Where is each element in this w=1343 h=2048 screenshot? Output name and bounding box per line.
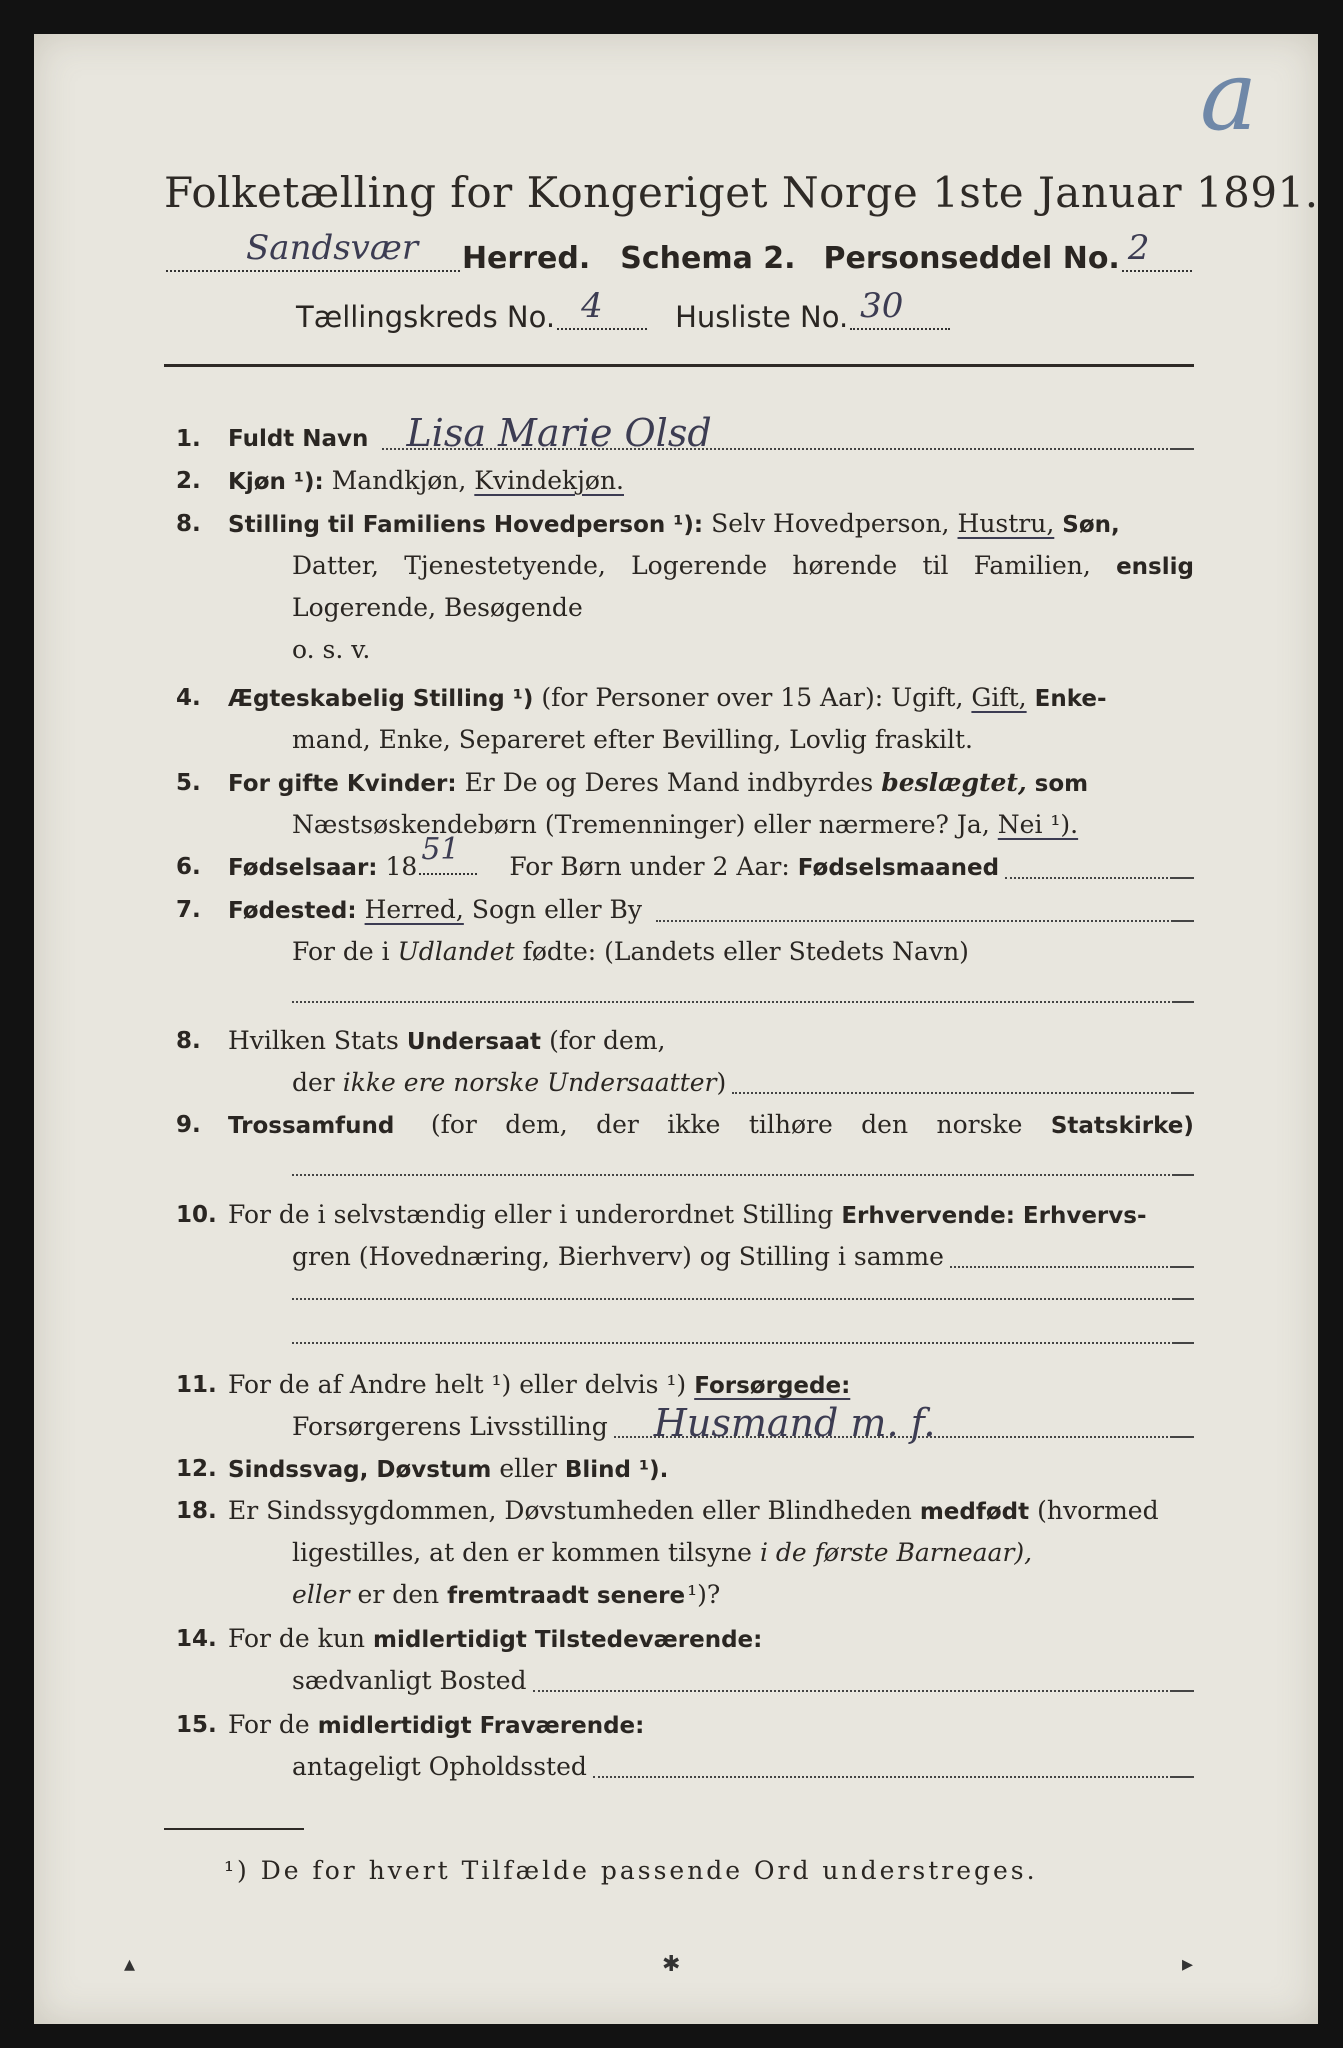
q2-option-female: Kvindekjøn. bbox=[474, 466, 624, 495]
q9-answer-line bbox=[292, 1174, 1194, 1176]
q12-text: eller bbox=[499, 1454, 557, 1483]
q8-label: Hvilken Stats bbox=[228, 1026, 399, 1055]
q9-word: tilhøre bbox=[748, 1110, 833, 1139]
q7-line-2a: For de i bbox=[292, 937, 390, 966]
q3-word: Tjenestetyende, bbox=[404, 551, 606, 580]
print-mark-right: ▸ bbox=[1182, 1952, 1194, 1977]
item-number: 18. bbox=[176, 1498, 217, 1524]
herred-line bbox=[164, 228, 1194, 276]
q11-line-2: Forsørgerens Livsstilling bbox=[292, 1412, 608, 1441]
q2-label: Kjøn ¹): bbox=[228, 469, 324, 495]
q9-word: dem, bbox=[505, 1110, 568, 1139]
q4-line-2: mand, Enke, Separeret efter Bevilling, Lovlig fraskilt. bbox=[292, 725, 973, 754]
item-number: 9. bbox=[176, 1112, 201, 1138]
q4-text: (for Personer over 15 Aar): Ugift, bbox=[541, 683, 964, 712]
q13-line-2a: ligestilles, at den er kommen tilsyne bbox=[292, 1538, 752, 1567]
q10-answer-line bbox=[950, 1266, 1192, 1268]
form-title: Folketælling for Kongeriget Norge 1ste Januar 1891. bbox=[164, 168, 1319, 217]
q3-line-3: Logerende, Besøgende bbox=[292, 593, 583, 622]
q10-text: For de i selvstændig eller i underordnet Stilling bbox=[228, 1200, 834, 1229]
q6-year-field bbox=[419, 832, 477, 875]
q6-year-prefix: 18 bbox=[385, 852, 418, 881]
q11-answer-line bbox=[614, 1401, 1192, 1445]
herred-value: Sandsvær bbox=[246, 228, 419, 268]
item-number: 12. bbox=[176, 1456, 217, 1482]
q8-subject: Undersaat bbox=[406, 1029, 542, 1055]
q14-text: For de kun bbox=[228, 1624, 366, 1653]
q15-text: For de bbox=[228, 1710, 310, 1739]
q1-label: Fuldt Navn bbox=[228, 426, 369, 452]
q3-option-self: Selv Hovedperson, bbox=[711, 509, 950, 538]
q12-label: Sindssvag, Døvstum bbox=[228, 1457, 492, 1483]
q2-option-male: Mandkjøn, bbox=[331, 466, 467, 495]
kreds-label: Tællingskreds No. bbox=[296, 300, 556, 334]
husliste-field bbox=[850, 286, 950, 330]
herred-label: Herred. bbox=[461, 241, 591, 276]
item-number: 8. bbox=[176, 1028, 201, 1054]
q7-answer-line bbox=[656, 920, 1192, 922]
q7-text: Sogn eller By bbox=[471, 895, 643, 924]
q3-line-2 bbox=[292, 545, 1194, 588]
q9-word: den bbox=[861, 1110, 909, 1139]
q4-option-married: Gift, bbox=[971, 683, 1027, 712]
q7-option-herred: Herred, bbox=[364, 895, 464, 924]
q11-text: For de af Andre helt ¹) eller delvis ¹) bbox=[228, 1370, 687, 1399]
q3-word: til bbox=[922, 551, 949, 580]
corner-handwritten-mark: a bbox=[1200, 40, 1258, 152]
personseddel-field bbox=[1122, 228, 1192, 272]
q5-option-no: Nei ¹). bbox=[997, 810, 1079, 839]
item-number: 5. bbox=[176, 770, 201, 796]
footnote-rule bbox=[164, 1828, 304, 1830]
q9-word: Statskirke) bbox=[1050, 1113, 1194, 1139]
q13-or: eller bbox=[292, 1580, 350, 1609]
q7-label: Fødested: bbox=[228, 898, 357, 924]
q3-word: Logerende bbox=[631, 551, 768, 580]
item-number: 6. bbox=[176, 854, 201, 880]
q3-word: hørende bbox=[792, 551, 898, 580]
q14-answer-line bbox=[533, 1690, 1192, 1692]
q15-label: midlertidigt Fraværende: bbox=[317, 1713, 645, 1739]
kreds-field bbox=[557, 286, 647, 330]
q9-label: Trossamfund bbox=[228, 1113, 395, 1139]
item-number: 7. bbox=[176, 897, 201, 923]
kreds-line bbox=[296, 286, 1096, 334]
q3-word: enslig bbox=[1116, 554, 1194, 580]
q8-answer-line bbox=[732, 1092, 1192, 1094]
q8-text: (for dem, bbox=[549, 1026, 666, 1055]
q7-line-2b: fødte: (Landets eller Stedets Navn) bbox=[522, 937, 969, 966]
q10-line-2: gren (Hovednæring, Bierhverv) og Stilling i samme bbox=[292, 1242, 944, 1271]
q5-label: For gifte Kvinder: bbox=[228, 771, 457, 797]
q6-text: For Børn under 2 Aar: bbox=[509, 852, 790, 881]
q9-word: ikke bbox=[667, 1110, 721, 1139]
q3-word: Datter, bbox=[292, 551, 379, 580]
q6-year-value: 51 bbox=[421, 832, 460, 867]
q13-end: (hvormed bbox=[1037, 1496, 1159, 1525]
q1-answer-line bbox=[382, 411, 1192, 455]
q9-word: (for bbox=[430, 1110, 477, 1139]
q7-abroad: Udlandet bbox=[397, 937, 515, 966]
item-number: 15. bbox=[176, 1712, 217, 1738]
q15-answer-line bbox=[593, 1776, 1192, 1778]
q10-extra-line-1 bbox=[292, 1298, 1194, 1300]
q6-label: Fødselsaar: bbox=[228, 855, 378, 881]
q9-word: norske bbox=[936, 1110, 1023, 1139]
print-mark-center: ✱ bbox=[662, 1952, 681, 1977]
q6-month-line bbox=[1005, 877, 1192, 879]
q4-label: Ægteskabelig Stilling ¹) bbox=[228, 686, 534, 712]
q13-text: Er Sindssygdommen, Døvstumheden eller Blindheden bbox=[228, 1496, 912, 1525]
q4-option-widower: Enke- bbox=[1034, 686, 1107, 712]
q13-first-years: i de første Barneaar), bbox=[759, 1538, 1033, 1567]
q11-value: Husmand m. f. bbox=[653, 1401, 936, 1445]
herred-field bbox=[166, 228, 460, 272]
q13-later: fremtraadt senere bbox=[447, 1583, 686, 1609]
item-number: 14. bbox=[176, 1626, 217, 1652]
q11-supported-label: Forsørgede: bbox=[694, 1373, 851, 1399]
q14-label: midlertidigt Tilstedeværende: bbox=[373, 1627, 763, 1653]
q14-line-2: sædvanligt Bosted bbox=[292, 1666, 527, 1695]
q13-line-3a: er den bbox=[357, 1580, 440, 1609]
q15-line-2: antageligt Opholdssted bbox=[292, 1752, 587, 1781]
husliste-value: 30 bbox=[860, 286, 904, 326]
q13-congenital: medfødt bbox=[919, 1499, 1030, 1525]
item-number: 10. bbox=[176, 1202, 217, 1228]
personseddel-value: 2 bbox=[1127, 228, 1150, 268]
item-number: 2. bbox=[176, 468, 201, 494]
item-number: 8. bbox=[176, 511, 201, 537]
schema-label: Schema 2. bbox=[620, 241, 796, 276]
q10-extra-line-2 bbox=[292, 1342, 1194, 1344]
personseddel-label: Personseddel No. bbox=[823, 241, 1120, 276]
q9-word: der bbox=[596, 1110, 639, 1139]
q13-line-3c: ¹)? bbox=[687, 1580, 721, 1609]
q8-not-norwegian: ikke ere norske Undersaatter bbox=[342, 1068, 717, 1097]
q5-line-2: Næstsøskendebørn (Tremenninger) eller nærmere? Ja, bbox=[292, 810, 990, 839]
q10-occupation-label: Erhvervende: Erhvervs- bbox=[841, 1203, 1147, 1229]
q5-end: som bbox=[1034, 771, 1089, 797]
q12-blind: Blind ¹). bbox=[564, 1457, 669, 1483]
header-rule bbox=[164, 364, 1194, 367]
q3-option-wife: Hustru, bbox=[957, 509, 1055, 538]
item-number: 4. bbox=[176, 685, 201, 711]
q5-related: beslægtet, bbox=[881, 768, 1027, 797]
q3-option-son: Søn, bbox=[1062, 512, 1120, 538]
item-number: 11. bbox=[176, 1372, 217, 1398]
footnote: ¹) De for hvert Tilfælde passende Ord understreges. bbox=[224, 1856, 1038, 1885]
print-mark-left: ▴ bbox=[124, 1952, 136, 1977]
q6-birth-month-label: Fødselsmaaned bbox=[797, 855, 1000, 881]
q1-value: Lisa Marie Olsd bbox=[406, 411, 712, 455]
husliste-label: Husliste No. bbox=[675, 300, 849, 334]
kreds-value: 4 bbox=[581, 286, 603, 326]
q8-line-2a: der bbox=[292, 1068, 335, 1097]
q3-word: Familien, bbox=[973, 551, 1091, 580]
item-number: 1. bbox=[176, 426, 201, 452]
q3-label: Stilling til Familiens Hovedperson ¹): bbox=[228, 512, 704, 538]
q7-extra-line bbox=[292, 1001, 1194, 1003]
q3-line-4: o. s. v. bbox=[292, 635, 371, 664]
q5-text: Er De og Deres Mand indbyrdes bbox=[464, 768, 874, 797]
